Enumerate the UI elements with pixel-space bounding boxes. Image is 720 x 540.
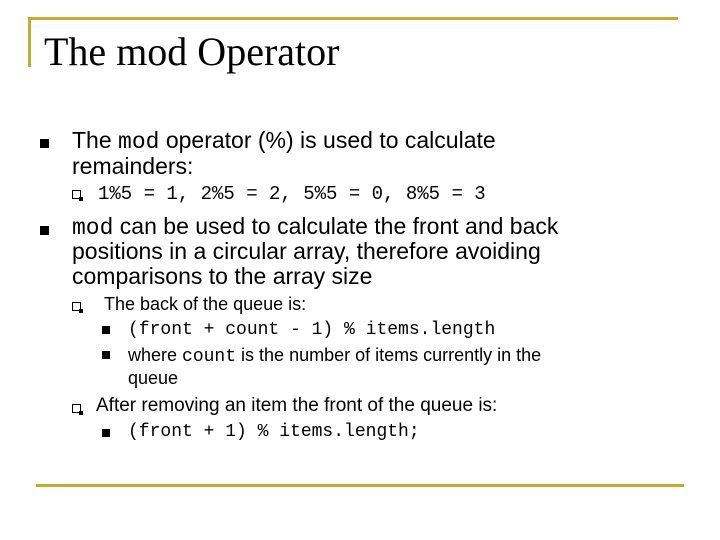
front-label: After removing an item the front of the queue is:	[96, 395, 498, 416]
sub-bullet-box-icon	[72, 302, 81, 311]
bullet-square-icon	[40, 139, 49, 148]
bullet-square-icon	[40, 226, 49, 235]
bullet-1-example: 1%5 = 1, 2%5 = 2, 5%5 = 0, 8%5 = 3	[98, 183, 486, 205]
left-rule	[28, 17, 31, 67]
bottom-rule	[36, 484, 684, 487]
bullet-1-line-1	[72, 127, 496, 155]
bullet-1-text-b: operator (%) is used to calculate	[159, 127, 496, 153]
bullet-2-line-3: comparisons to the array size	[72, 263, 373, 289]
bullet-1-code: mod	[118, 129, 160, 155]
where-text-a: where	[128, 345, 183, 365]
bullet-2-code: mod	[72, 215, 114, 241]
bullet-2-line-1	[72, 213, 558, 241]
sub-bullet-box-icon	[72, 190, 81, 199]
where-text-b: is the number of items currently in the	[236, 345, 542, 365]
bullet-2-text: can be used to calculate the front and back	[113, 213, 559, 239]
where-code: count	[182, 347, 237, 367]
back-formula: (front + count - 1) % items.length	[128, 320, 496, 340]
back-label: The back of the queue is:	[104, 294, 307, 314]
bullet-2-line-2: positions in a circular array, therefore avoiding	[72, 238, 541, 264]
front-formula: (front + 1) % items.length;	[128, 422, 420, 442]
back-where-line-2: queue	[128, 368, 179, 388]
bullet-square-icon	[102, 326, 110, 334]
bullet-square-icon	[102, 351, 110, 359]
bullet-square-icon	[102, 429, 110, 437]
back-where-line-1	[128, 344, 541, 369]
slide-title: The mod Operator	[44, 29, 340, 74]
bullet-1-line-2: remainders:	[72, 153, 194, 179]
sub-bullet-box-icon	[72, 404, 81, 413]
top-rule	[28, 17, 678, 20]
bullet-1-text-a: The	[72, 127, 119, 153]
